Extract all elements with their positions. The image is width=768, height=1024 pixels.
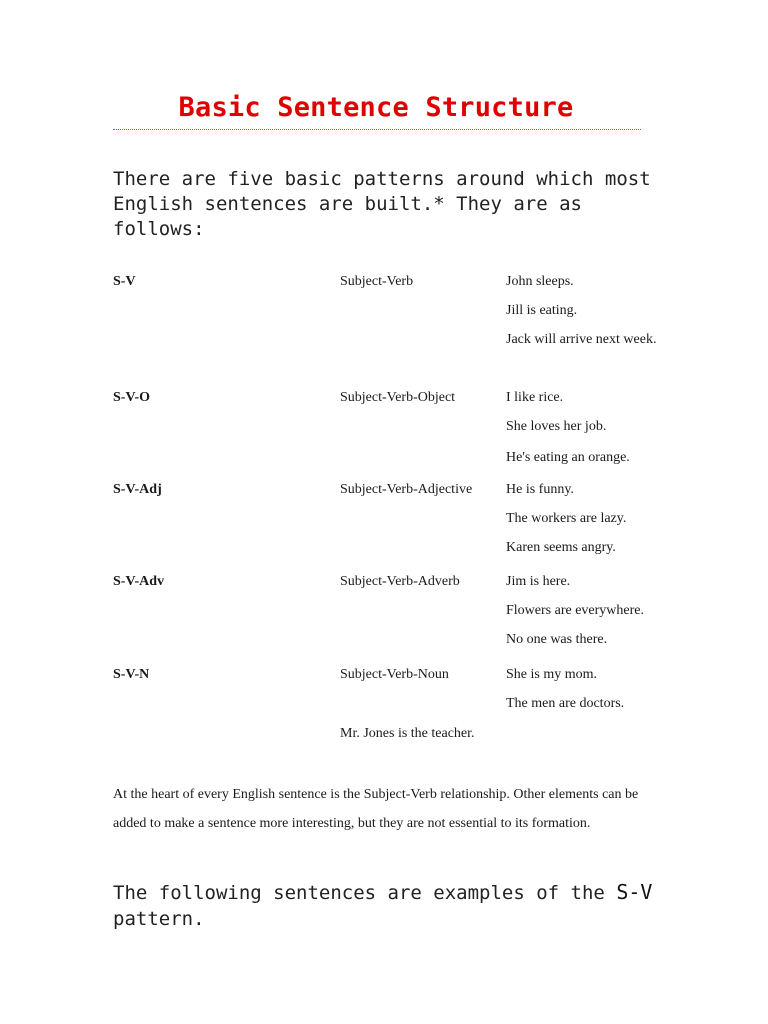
pattern-code: S-V-Adv [113,574,165,589]
example-sentence: Jack will arrive next week. [506,332,657,347]
example-sentence: The men are doctors. [506,696,625,711]
section-intro-suffix: pattern. [113,908,205,930]
example-sentence: Flowers are everywhere. [506,603,644,618]
section-intro-text: The following sentences are examples of the [113,882,617,904]
pattern-code: S-V-Adj [113,482,162,497]
example-sentence: John sleeps. [506,274,574,289]
pattern-examples [506,567,666,654]
pattern-code: S-V-O [113,390,151,405]
section-intro [113,879,653,932]
pattern-code: S-V [113,274,136,289]
body-paragraph: At the heart of every English sentence is the Subject-Verb relationship. Other elements can be added to make a sentence more interesting, but they are not essential to its formation. [113,787,639,831]
example-sentence: Mr. Jones is the teacher. [340,726,475,741]
pattern-description: Subject-Verb [340,274,414,289]
pattern-emphasis: S-V [616,880,653,904]
title-underline [113,129,641,130]
pattern-description: Subject-Verb-Object [340,390,456,405]
example-sentence: She is my mom. [506,667,598,682]
example-sentence: Jim is here. [506,574,571,589]
example-sentence: Jill is eating. [506,303,578,318]
example-sentence: He's eating an orange. [506,450,630,465]
pattern-examples [506,267,666,354]
page-title: Basic Sentence Structure [178,92,574,123]
pattern-description: Subject-Verb-Adjective [340,482,473,497]
intro-paragraph: There are five basic patterns around which most English sentences are built.* They are as follows: [113,168,651,240]
pattern-examples [506,383,666,472]
example-sentence: The workers are lazy. [506,511,627,526]
example-sentence: Karen seems angry. [506,540,616,555]
pattern-description: Subject-Verb-Adverb [340,574,460,589]
pattern-description: Subject-Verb-Noun [340,667,449,682]
example-sentence: No one was there. [506,632,608,647]
pattern-code: S-V-N [113,667,150,682]
example-sentence: I like rice. [506,390,564,405]
example-sentence: He is funny. [506,482,574,497]
example-sentence: She loves her job. [506,419,607,434]
pattern-examples [506,475,666,562]
pattern-examples [506,660,666,718]
